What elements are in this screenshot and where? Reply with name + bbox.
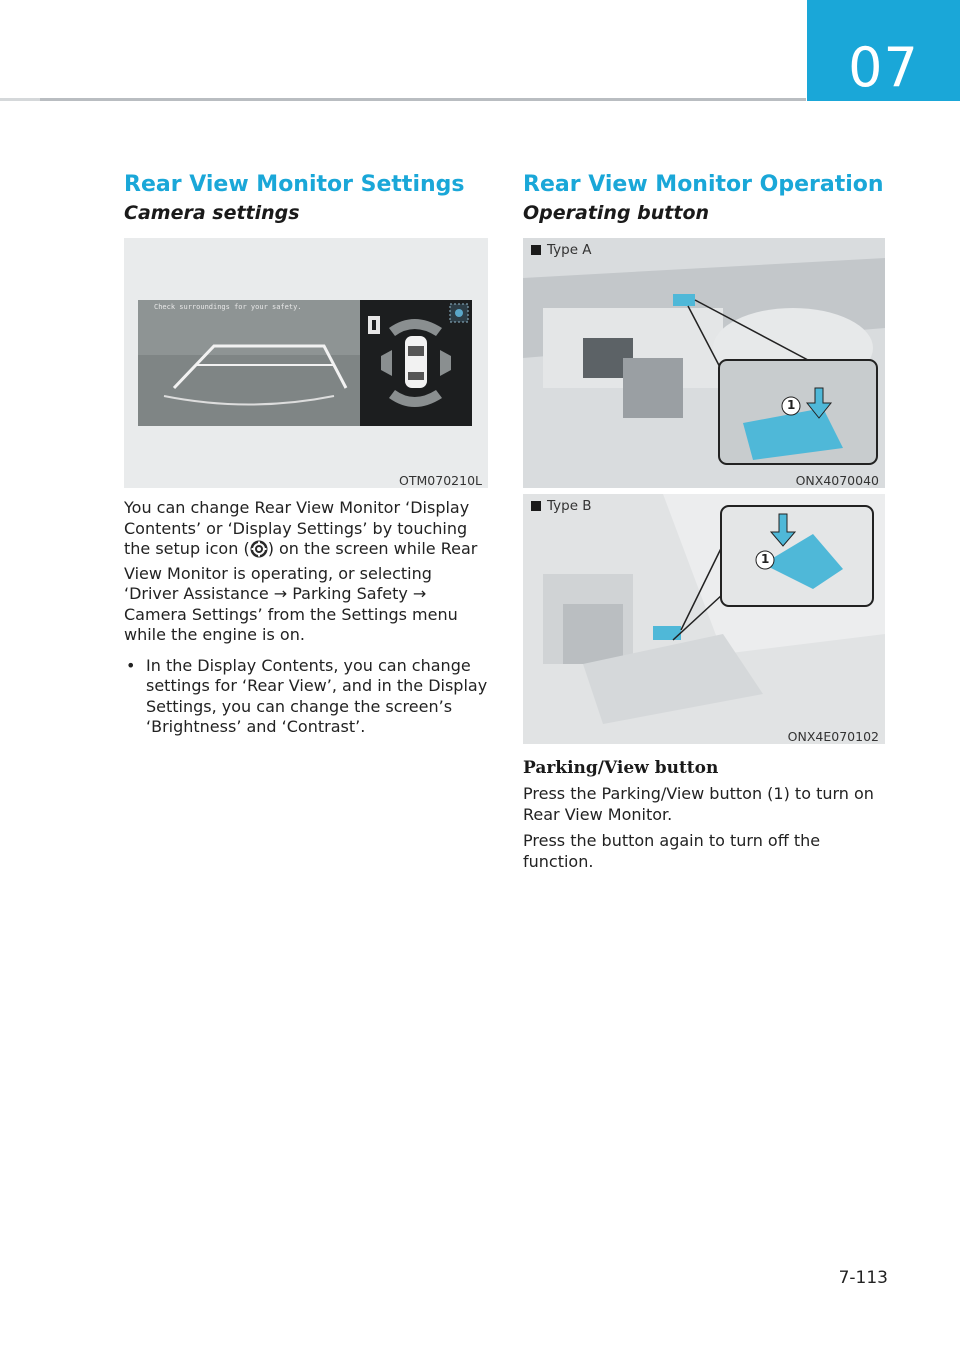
subsection-title-operating-button: Operating button — [523, 202, 710, 224]
type-marker-icon — [531, 245, 541, 255]
section-title-operation: Rear View Monitor Operation — [523, 172, 884, 197]
figure-a-code: ONX4070040 — [795, 473, 879, 488]
paragraph-part-1: You can change Rear View Monitor ‘Display Contents’ or ‘Display Settings’ by touching the setup icon ( — [124, 498, 470, 558]
section-title-settings: Rear View Monitor Settings — [124, 172, 465, 197]
figure-camera-screen — [124, 238, 488, 488]
right-column — [523, 170, 887, 872]
parking-view-heading: Parking/View button — [523, 758, 719, 778]
setup-gear-icon — [250, 540, 268, 564]
type-a-text: Type A — [547, 242, 592, 258]
type-a-label — [531, 242, 592, 258]
header-rule — [0, 98, 806, 101]
type-b-text: Type B — [547, 498, 592, 514]
type-marker-icon — [531, 501, 541, 511]
figure-code: OTM070210L — [399, 473, 482, 488]
bullet-list — [124, 656, 488, 738]
callout-number-b: 1 — [761, 552, 770, 566]
page-number: 7-113 — [838, 1268, 888, 1288]
screen-message: Check surroundings for your safety. — [154, 303, 302, 311]
subsection-title-camera-settings: Camera settings — [124, 202, 300, 224]
camera-settings-paragraph — [124, 498, 488, 646]
callout-number-a: 1 — [787, 398, 796, 412]
paragraph-part-2: ) on the screen while Rear View Monitor is operating, or selecting ‘Driver Assistance → Parking Safety → Camera Settings’ from the Settings menu while the engine is on. — [124, 539, 478, 644]
figure-type-a — [523, 238, 885, 488]
console-illustration-type-a — [523, 238, 885, 488]
chapter-tab: 07 — [807, 0, 960, 101]
figure-b-code: ONX4E070102 — [787, 729, 879, 744]
left-column — [124, 170, 488, 738]
operation-paragraph-2: Press the button again to turn off the function. — [523, 831, 821, 871]
bullet-item — [124, 656, 488, 738]
operation-paragraph-1: Press the Parking/View button (1) to turn on Rear View Monitor. — [523, 784, 874, 824]
rear-view-screen-illustration — [124, 238, 488, 488]
header-rule-accent — [0, 98, 40, 101]
bullet-dot: • — [126, 655, 136, 675]
type-b-label — [531, 498, 592, 514]
bullet-text: In the Display Contents, you can change settings for ‘Rear View’, and in the Display Settings, you can change the screen’s ‘Brightness’ and ‘Contrast’. — [146, 655, 488, 736]
console-illustration-type-b — [523, 494, 885, 744]
figure-type-b — [523, 494, 885, 744]
